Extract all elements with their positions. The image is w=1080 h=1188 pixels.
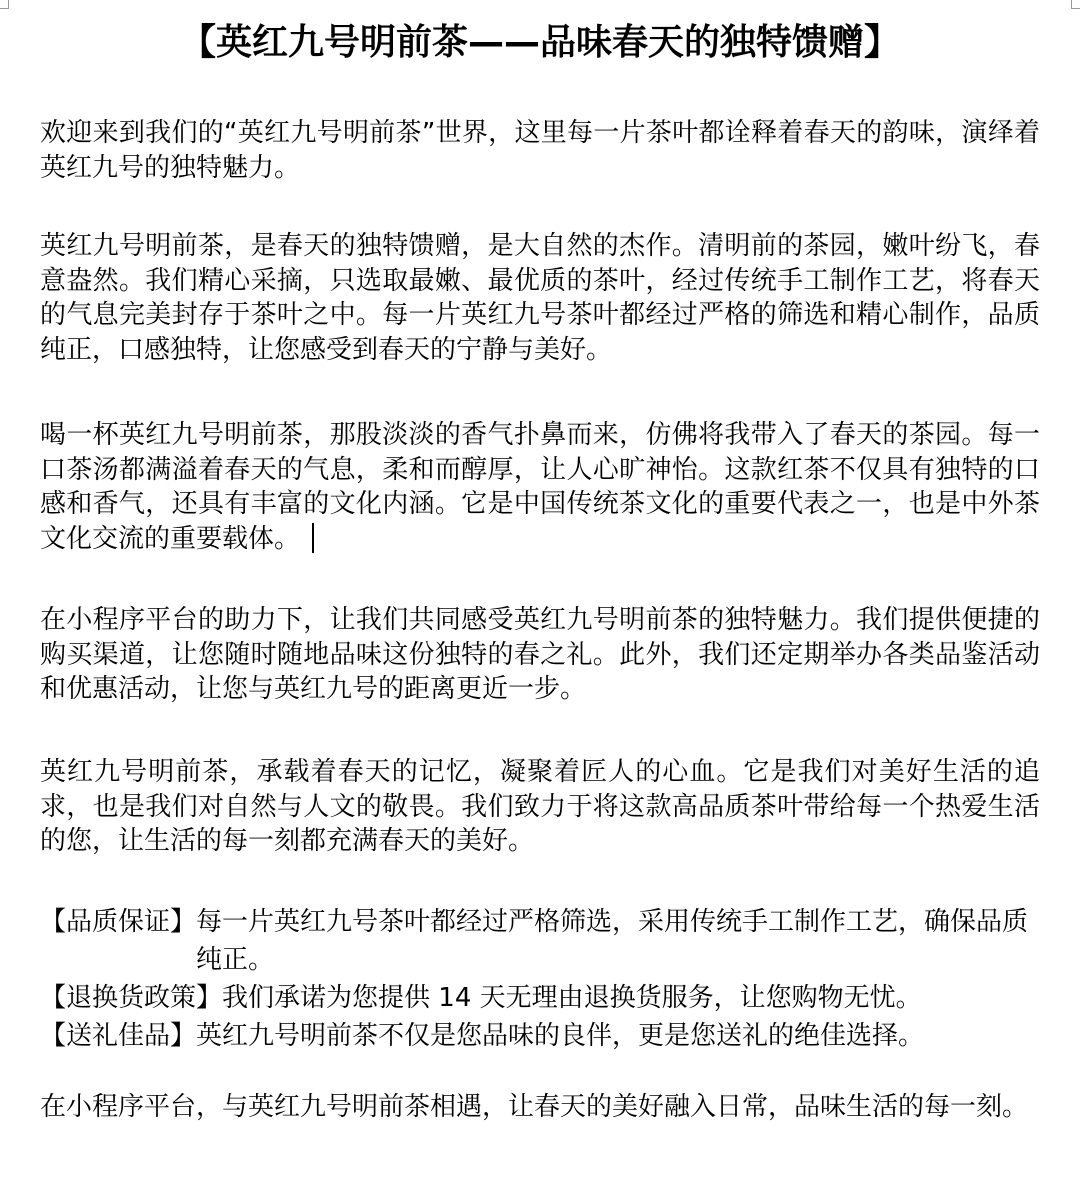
- feature-item-return-policy: [40, 979, 1040, 1017]
- feature-text: 每一片英红九号茶叶都经过严格筛选，采用传统手工制作工艺，确保品质纯正。: [196, 907, 1029, 975]
- paragraph-intro: 欢迎来到我们的“英红九号明前茶”世界，这里每一片茶叶都诠释着春天的韵味，演绎着英红九号的独特魅力。: [40, 118, 1040, 183]
- paragraph-mini-program: 在小程序平台的助力下，让我们共同感受英红九号明前茶的独特魅力。我们提供便捷的购买渠道，让您随时随地品味这份独特的春之礼。此外，我们还定期举办各类品鉴活动和优惠活动，让您与英红九号的距离更近一步。: [40, 605, 1040, 704]
- feature-label: 【退换货政策】: [40, 983, 223, 1013]
- feature-list: [40, 903, 1040, 1055]
- feature-label: 【送礼佳品】: [40, 1021, 197, 1051]
- paragraph-spring-gift: 英红九号明前茶，是春天的独特馈赠，是大自然的杰作。清明前的茶园，嫩叶纷飞，春意盎然。我们精心采摘，只选取最嫩、最优质的茶叶，经过传统手工制作工艺，将春天的气息完美封存于茶叶之中。每一片英红九号茶叶都经过严格的筛选和精心制作，品质纯正，口感独特，让您感受到春天的宁静与美好。: [40, 231, 1040, 365]
- text-cursor: [312, 523, 314, 553]
- feature-item-gift: [40, 1017, 1040, 1055]
- feature-text: 我们承诺为您提供 14 天无理由退换货服务，让您购物无忧。: [222, 983, 922, 1013]
- document-title: 【英红九号明前茶——品味春天的独特馈赠】: [179, 22, 900, 63]
- paragraph-tasting-text: 喝一杯英红九号明前茶，那股淡淡的香气扑鼻而来，仿佛将我带入了春天的茶园。每一口茶汤都满溢着春天的气息，柔和而醇厚，让人心旷神怡。这款红茶不仅具有独特的口感和香气，还具有丰富的文化内涵。它是中国传统茶文化的重要代表之一，也是中外茶文化交流的重要载体。: [40, 420, 1040, 554]
- paragraph-tasting: [40, 418, 1040, 556]
- feature-label: 【品质保证】: [40, 907, 197, 937]
- paragraph-closing: 在小程序平台，与英红九号明前茶相遇，让春天的美好融入日常，品味生活的每一刻。: [40, 1092, 1029, 1122]
- feature-item-quality: [40, 903, 1040, 979]
- paragraph-memory: 英红九号明前茶，承载着春天的记忆，凝聚着匠人的心血。它是我们对美好生活的追求，也是我们对自然与人文的敬畏。我们致力于将这款高品质茶叶带给每一个热爱生活的您，让生活的每一刻都充满春天的美好。: [40, 757, 1040, 856]
- feature-text: 英红九号明前茶不仅是您品味的良伴，更是您送礼的绝佳选择。: [196, 1021, 925, 1051]
